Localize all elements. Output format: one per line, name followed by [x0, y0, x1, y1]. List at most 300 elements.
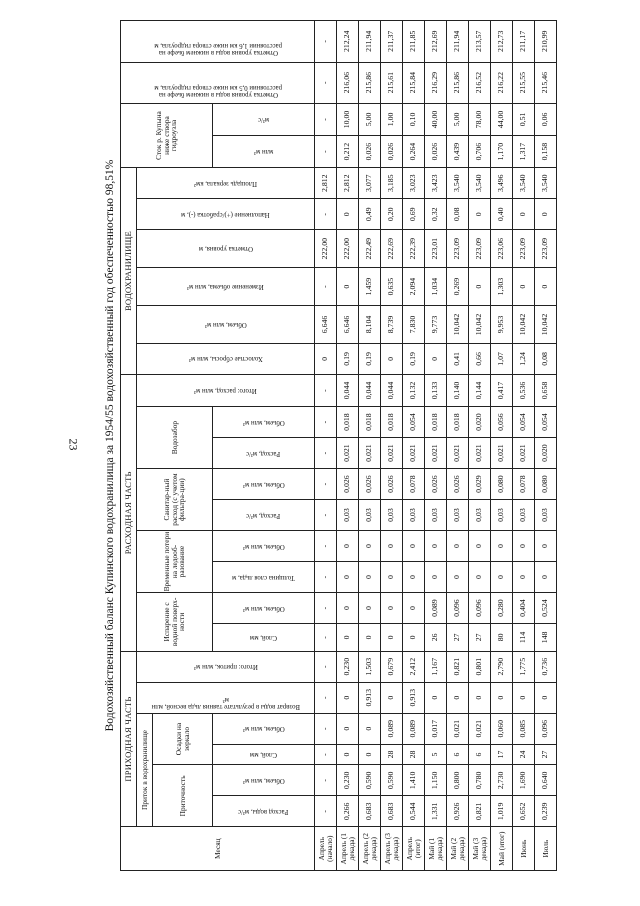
cell: 0,018	[337, 407, 359, 438]
cell: 7,830	[403, 306, 425, 344]
header-total-in: Итого: приток, млн м³	[137, 651, 315, 682]
cell: 1,034	[425, 268, 447, 306]
cell: -	[315, 136, 337, 168]
cell: 3,023	[403, 168, 425, 199]
cell: 6	[469, 744, 491, 765]
cell: -	[315, 531, 337, 562]
cell: 0,19	[359, 343, 381, 374]
cell: 0,018	[425, 407, 447, 438]
cell: 1,00	[381, 103, 403, 135]
cell: -	[315, 268, 337, 306]
cell: 0,913	[403, 682, 425, 713]
cell: 0,19	[337, 343, 359, 374]
cell: 0	[513, 682, 535, 713]
table-row	[447, 21, 469, 871]
cell: 0,144	[469, 374, 491, 406]
header-income: ПРИХОДНАЯ ЧАСТЬ	[121, 651, 137, 827]
cell: 0,096	[447, 593, 469, 624]
header-fill: Наполнение (+)/сработка (-), м	[137, 199, 315, 230]
cell: -	[315, 21, 337, 63]
cell: 5,00	[447, 103, 469, 135]
table-row	[403, 21, 425, 871]
cell: 211,17	[513, 21, 535, 63]
cell: 0,536	[513, 374, 535, 406]
cell: 0	[491, 562, 513, 593]
cell: 0,026	[381, 469, 403, 500]
cell: 0	[491, 682, 513, 713]
water-balance-table	[120, 20, 557, 871]
cell: 3,496	[491, 168, 513, 199]
cell: 0	[513, 531, 535, 562]
cell: 216,29	[425, 62, 447, 103]
cell: 17	[491, 744, 513, 765]
cell: 0	[425, 562, 447, 593]
cell: 24	[513, 744, 535, 765]
cell: 210,99	[535, 21, 557, 63]
cell: 222,69	[381, 230, 403, 268]
cell: 0,524	[535, 593, 557, 624]
cell: 0	[381, 343, 403, 374]
cell: 5	[425, 744, 447, 765]
cell: 0,49	[359, 199, 381, 230]
cell: 9,953	[491, 306, 513, 344]
cell: 10,042	[535, 306, 557, 344]
cell: -	[315, 765, 337, 796]
cell: 0,018	[381, 407, 403, 438]
cell: 0,03	[535, 500, 557, 531]
header-vol: Объем, млн м³	[213, 765, 315, 796]
cell: -	[315, 62, 337, 103]
cell: 223,09	[447, 230, 469, 268]
cell: 0,404	[513, 593, 535, 624]
cell: 0,078	[513, 469, 535, 500]
cell: 0,020	[535, 438, 557, 469]
cell: 1,24	[513, 343, 535, 374]
cell: 0,096	[469, 593, 491, 624]
month-cell: Май (1 декада)	[425, 827, 447, 871]
cell: 0	[381, 562, 403, 593]
header-evap-vol: Объем, млн м³	[213, 593, 315, 624]
cell: 0,021	[381, 438, 403, 469]
cell: 0	[359, 744, 381, 765]
cell: 3,540	[469, 168, 491, 199]
cell: 0,780	[469, 765, 491, 796]
cell: -	[315, 593, 337, 624]
cell: 0	[513, 268, 535, 306]
cell: 0	[381, 531, 403, 562]
cell: 0	[447, 531, 469, 562]
cell: 2,812	[337, 168, 359, 199]
cell: -	[315, 744, 337, 765]
cell: 0,590	[359, 765, 381, 796]
cell: 0,20	[381, 199, 403, 230]
cell: 27	[447, 624, 469, 652]
cell: 215,86	[359, 62, 381, 103]
cell: 0,026	[337, 469, 359, 500]
cell: -	[315, 651, 337, 682]
cell: 0,40	[491, 199, 513, 230]
header-san-vol: Объем, млн м³	[213, 469, 315, 500]
cell: 0,683	[359, 796, 381, 827]
cell: 0	[425, 531, 447, 562]
cell: 0,021	[447, 438, 469, 469]
cell: 1,167	[425, 651, 447, 682]
cell: 2,094	[403, 268, 425, 306]
month-cell: Апрель (итог)	[403, 827, 425, 871]
cell: 8,104	[359, 306, 381, 344]
cell: 216,52	[469, 62, 491, 103]
cell: 1,459	[359, 268, 381, 306]
cell: 0,021	[513, 438, 535, 469]
cell: 2,730	[491, 765, 513, 796]
cell: 216,06	[337, 62, 359, 103]
header-inflow: Приток в водохранилище	[137, 713, 153, 827]
cell: 215,46	[535, 62, 557, 103]
header-stock-flow: м³/с	[213, 103, 315, 135]
month-cell: Май (итог)	[491, 827, 513, 871]
cell: 0,03	[381, 500, 403, 531]
cell: 211,37	[381, 21, 403, 63]
cell: 0,51	[513, 103, 535, 135]
cell: 0	[359, 593, 381, 624]
cell: 3,077	[359, 168, 381, 199]
cell: 0,021	[403, 438, 425, 469]
cell: 0,089	[403, 713, 425, 744]
header-int-vol: Объем, млн м³	[213, 407, 315, 438]
cell: 27	[469, 624, 491, 652]
cell: 0,736	[535, 651, 557, 682]
cell: 0,212	[337, 136, 359, 168]
cell: 212,24	[337, 21, 359, 63]
cell: 222,39	[403, 230, 425, 268]
cell: 0,03	[513, 500, 535, 531]
cell: 223,09	[513, 230, 535, 268]
cell: 0,044	[381, 374, 403, 406]
cell: 215,84	[403, 62, 425, 103]
page-number: 23	[66, 438, 81, 451]
cell: 0	[403, 562, 425, 593]
cell: 0,044	[337, 374, 359, 406]
cell: 0,230	[337, 651, 359, 682]
cell: 0,021	[491, 438, 513, 469]
header-evap-layer: Слой, мм	[213, 624, 315, 652]
cell: 0,080	[535, 469, 557, 500]
cell: 0,683	[381, 796, 403, 827]
cell: 28	[381, 744, 403, 765]
cell: 3,423	[425, 168, 447, 199]
cell: 0,080	[491, 469, 513, 500]
cell: 0,41	[447, 343, 469, 374]
cell: 211,94	[359, 21, 381, 63]
cell: 1,410	[403, 765, 425, 796]
header-precip: Осадки на зеркало	[153, 713, 213, 765]
cell: 6,646	[337, 306, 359, 344]
cell: 211,85	[403, 21, 425, 63]
cell: 0,078	[403, 469, 425, 500]
header-reservoir: ВОДОХРАНИЛИЩЕ	[121, 168, 137, 375]
cell: 0	[359, 713, 381, 744]
cell: 215,86	[447, 62, 469, 103]
document-title: Водохозяйственный баланс Купинского водохранилища за 1954/55 водохозяйственный год обеспеченностью 98,51%	[104, 159, 116, 732]
cell: 0,08	[447, 199, 469, 230]
header-layer: Слой, мм	[213, 744, 315, 765]
cell: 0,029	[469, 469, 491, 500]
cell: -	[315, 624, 337, 652]
cell: 0	[337, 199, 359, 230]
cell: 0,03	[359, 500, 381, 531]
cell: 0	[359, 531, 381, 562]
cell: 6	[447, 744, 469, 765]
cell: 0,089	[381, 713, 403, 744]
cell: 0,10	[403, 103, 425, 135]
month-cell: Июнь	[513, 827, 535, 871]
cell: 0	[513, 562, 535, 593]
cell: 0,640	[535, 765, 557, 796]
cell: 0,054	[535, 407, 557, 438]
cell: 44,00	[491, 103, 513, 135]
header-level: Отметка уровня, м	[137, 230, 315, 268]
cell: 0	[337, 268, 359, 306]
cell: 0	[403, 531, 425, 562]
cell: 0,054	[513, 407, 535, 438]
header-volume: Объем, млн м³	[137, 306, 315, 344]
cell: 80	[491, 624, 513, 652]
cell: 0,658	[535, 374, 557, 406]
cell: 223,06	[491, 230, 513, 268]
header-temp-loss: Временные потери на ледооб-разование	[137, 531, 213, 593]
cell: 27	[535, 744, 557, 765]
cell: -	[315, 438, 337, 469]
cell: 0,085	[513, 713, 535, 744]
cell: 0	[337, 593, 359, 624]
header-ice-thick: Толщина слоя льда, м	[213, 562, 315, 593]
cell: -	[315, 374, 337, 406]
cell: 0	[425, 682, 447, 713]
cell: 1,690	[513, 765, 535, 796]
cell: 0,020	[469, 407, 491, 438]
cell: 0	[535, 268, 557, 306]
cell: 1,503	[359, 651, 381, 682]
cell: 0,026	[381, 136, 403, 168]
cell: 0,089	[425, 593, 447, 624]
cell: 0,132	[403, 374, 425, 406]
cell: 0,021	[337, 438, 359, 469]
cell: 0,652	[513, 796, 535, 827]
header-idle: Холостые сбросы, млн м³	[137, 343, 315, 374]
cell: -	[315, 500, 337, 531]
cell: 0,08	[535, 343, 557, 374]
cell: -	[315, 469, 337, 500]
cell: 10,042	[469, 306, 491, 344]
cell: 212,73	[491, 21, 513, 63]
cell: 0	[469, 268, 491, 306]
cell: 0	[337, 624, 359, 652]
header-evap: Испарение с водной поверх-ности	[137, 593, 213, 652]
cell: 215,61	[381, 62, 403, 103]
cell: 0,017	[425, 713, 447, 744]
cell: 78,00	[469, 103, 491, 135]
header-int-flow: Расход, м³/с	[213, 438, 315, 469]
cell: 8,739	[381, 306, 403, 344]
cell: 0,026	[359, 136, 381, 168]
cell: 222,00	[337, 230, 359, 268]
cell: 0	[513, 199, 535, 230]
cell: 0	[337, 562, 359, 593]
table-row	[359, 21, 381, 871]
header-vol2: Объем, млн м³	[213, 713, 315, 744]
header-expense: РАСХОДНАЯ ЧАСТЬ	[121, 374, 137, 651]
cell: 0,800	[447, 765, 469, 796]
cell: 0,140	[447, 374, 469, 406]
cell: 0	[491, 531, 513, 562]
header-intake: Водозабор	[137, 407, 213, 469]
cell: 148	[535, 624, 557, 652]
cell: 0,590	[381, 765, 403, 796]
cell: 0	[315, 343, 337, 374]
cell: 2,412	[403, 651, 425, 682]
cell: 0,280	[491, 593, 513, 624]
month-cell: Апрель (2 декада)	[359, 827, 381, 871]
cell: 0,230	[337, 765, 359, 796]
cell: 0,056	[491, 407, 513, 438]
cell: 0	[381, 624, 403, 652]
cell: 0,69	[403, 199, 425, 230]
cell: 223,09	[469, 230, 491, 268]
cell: 0,821	[469, 796, 491, 827]
cell: 0	[469, 682, 491, 713]
cell: 0,417	[491, 374, 513, 406]
cell: 0,026	[425, 469, 447, 500]
cell: 0,021	[447, 713, 469, 744]
cell: 212,69	[425, 21, 447, 63]
cell: 0,821	[447, 651, 469, 682]
cell: 1,317	[513, 136, 535, 168]
cell: 0,03	[491, 500, 513, 531]
cell: 215,55	[513, 62, 535, 103]
cell: 1,019	[491, 796, 513, 827]
cell: 0,239	[535, 796, 557, 827]
header-vol-change: Изменение объема, млн м³	[137, 268, 315, 306]
cell: -	[315, 713, 337, 744]
cell: 0,060	[491, 713, 513, 744]
cell: 0	[403, 624, 425, 652]
cell: 0,03	[403, 500, 425, 531]
cell: 0	[337, 713, 359, 744]
header-flow: Расход воды, м³/с	[213, 796, 315, 827]
cell: 0,06	[535, 103, 557, 135]
cell: 10,042	[447, 306, 469, 344]
cell: 40,00	[425, 103, 447, 135]
cell: 6,646	[315, 306, 337, 344]
cell: 0,158	[535, 136, 557, 168]
cell: 0	[535, 531, 557, 562]
cell: 0,66	[469, 343, 491, 374]
cell: 1,07	[491, 343, 513, 374]
cell: 0	[425, 343, 447, 374]
cell: 0	[535, 199, 557, 230]
cell: 0,133	[425, 374, 447, 406]
cell: 1,150	[425, 765, 447, 796]
cell: 223,09	[535, 230, 557, 268]
cell: 3,540	[513, 168, 535, 199]
header-area: Площадь зеркала, км²	[137, 168, 315, 199]
cell: 0	[469, 199, 491, 230]
cell: 0,021	[469, 713, 491, 744]
cell: 216,22	[491, 62, 513, 103]
cell: 0,264	[403, 136, 425, 168]
cell: 223,01	[425, 230, 447, 268]
table-row	[381, 21, 403, 871]
header-return: Возврат воды в результате таяния льда весной, млн м³	[137, 682, 315, 713]
cell: 0,021	[425, 438, 447, 469]
header-month: Месяц	[121, 827, 315, 871]
month-cell: Апрель (3 декада)	[381, 827, 403, 871]
cell: 0	[469, 531, 491, 562]
cell: 10,042	[513, 306, 535, 344]
cell: -	[315, 103, 337, 135]
cell: 0	[359, 562, 381, 593]
header-stock-vol: млн м³	[213, 136, 315, 168]
cell: 1,303	[491, 268, 513, 306]
cell: 114	[513, 624, 535, 652]
cell: 0,026	[447, 469, 469, 500]
cell: 0	[447, 562, 469, 593]
header-level-06: Отметка уровня воды в нижнем бьефе на расстоянии 0,5 км ниже створа гидроузла, м	[121, 62, 315, 103]
cell: 0,03	[469, 500, 491, 531]
cell: 0,03	[337, 500, 359, 531]
cell: 0,021	[359, 438, 381, 469]
cell: 0,018	[359, 407, 381, 438]
cell: 0,266	[337, 796, 359, 827]
cell: 0	[381, 682, 403, 713]
cell: -	[315, 407, 337, 438]
table-row	[337, 21, 359, 871]
table-row	[513, 21, 535, 871]
cell: 1,775	[513, 651, 535, 682]
header-total-out: Итого: расход, млн м³	[137, 374, 315, 406]
cell: 0,054	[403, 407, 425, 438]
cell: 0,021	[469, 438, 491, 469]
cell: 0,635	[381, 268, 403, 306]
cell: 1,331	[425, 796, 447, 827]
cell: 222,00	[315, 230, 337, 268]
header-tributary: Приточность	[153, 765, 213, 827]
cell: 0,03	[425, 500, 447, 531]
table-row	[425, 21, 447, 871]
cell: 0,544	[403, 796, 425, 827]
cell: -	[315, 682, 337, 713]
cell: 0,801	[469, 651, 491, 682]
cell: 0,706	[469, 136, 491, 168]
cell: 0	[337, 744, 359, 765]
header-ice-vol: Объем, млн м³	[213, 531, 315, 562]
header-level-16: Отметка уровня воды в нижнем бьефе на расстоянии 1,6 км ниже створа гидроузла, м	[121, 21, 315, 63]
cell: 0,096	[535, 713, 557, 744]
cell: -	[315, 796, 337, 827]
cell: 0,026	[425, 136, 447, 168]
cell: 0	[403, 593, 425, 624]
cell: 0,044	[359, 374, 381, 406]
rotated-document	[100, 20, 620, 871]
cell: 3,185	[381, 168, 403, 199]
cell: 0,913	[359, 682, 381, 713]
table-row	[469, 21, 491, 871]
cell: 0	[381, 593, 403, 624]
cell: 0	[469, 562, 491, 593]
cell: 9,773	[425, 306, 447, 344]
header-san-flow: Расход, м³/с	[213, 500, 315, 531]
cell: 213,57	[469, 21, 491, 63]
